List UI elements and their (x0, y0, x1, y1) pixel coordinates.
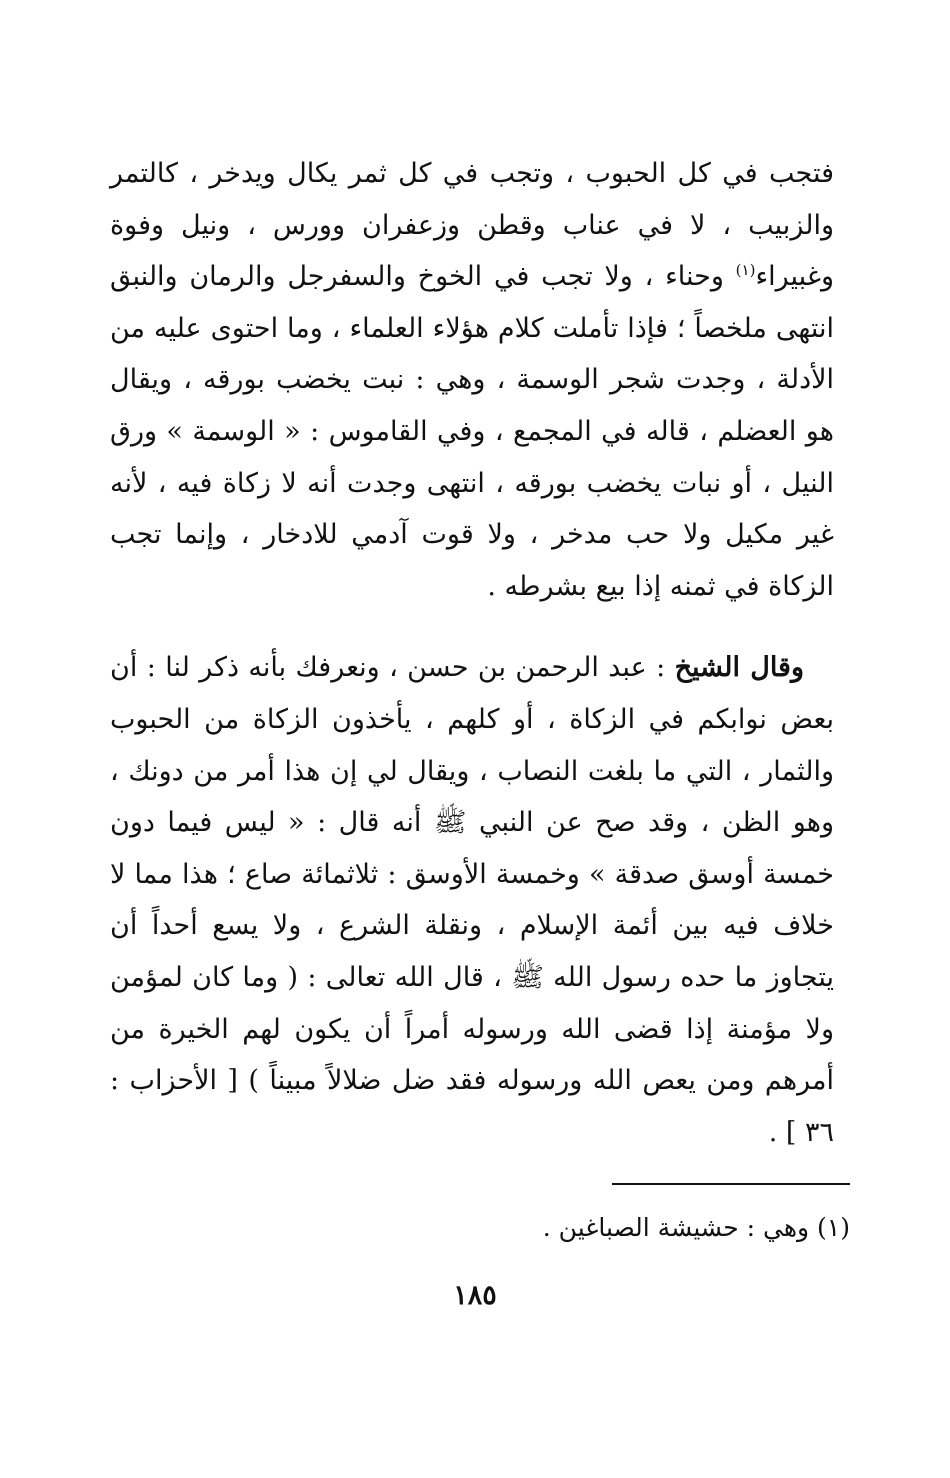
paragraph-2-text: : عبد الرحمن بن حسن ، ونعرفك بأنه ذكر لنا : أن بعض نوابكم في الزكاة ، أو كلهم ، يأخذون الزكاة من الحبوب والثمار ، التي ما بلغت النصاب ، ويقال لي إن هذا أمر من دونك ، وهو الظن ، وقد صح عن النبي ﷺ أنه قال : « ليس فيما دون خمسة أوسق صدقة » وخمسة الأوسق : ثلاثمائة صاع ؛ هذا مما لا خلاف فيه بين أئمة الإسلام ، ونقلة الشرع ، ولا يسع أحداً أن يتجاوز ما حده رسول الله ﷺ ، قال الله تعالى : ( وما كان لمؤمن ولا مؤمنة إذا قضى الله ورسوله أمراً أن يكون لهم الخيرة من أمرهم ومن يعص الله ورسوله فقد ضل ضلالاً مبيناً ) [ الأحزاب : ٣٦ ] . (110, 652, 834, 1148)
footnote-divider (612, 1183, 850, 1185)
main-text (110, 148, 834, 1158)
paragraph-2 (110, 642, 834, 1158)
paragraph-2-lead: وقال الشيخ (674, 652, 804, 684)
paragraph-1-text-start: فتجب في كل الحبوب ، وتجب في كل ثمر يكال ويدخر ، كالتمر والزبيب ، لا في عناب وقطن وزعفران وورس ، ونيل وفوة وغبيراء (110, 158, 834, 293)
page-number: ١٨٥ (453, 1280, 497, 1311)
paragraph-1-text-end: وحناء ، ولا تجب في الخوخ والسفرجل والرمان والنبق انتهى ملخصاً ؛ فإذا تأملت كلام هؤلاء العلماء ، وما احتوى عليه من الأدلة ، وجدت شجر الوسمة ، وهي : نبت يخضب بورقه ، ويقال هو العضلم ، قاله في المجمع ، وفي القاموس : « الوسمة » ورق النيل ، أو نبات يخضب بورقه ، انتهى وجدت أنه لا زكاة فيه ، لأنه غير مكيل ولا حب مدخر ، ولا قوت آدمي للادخار ، وإنما تجب الزكاة في ثمنه إذا بيع بشرطه . (110, 261, 834, 602)
footnote-reference: (١) (735, 261, 756, 280)
paragraph-1 (110, 148, 834, 612)
footnote: (١) وهي : حشيشة الصباغين . (542, 1213, 850, 1242)
